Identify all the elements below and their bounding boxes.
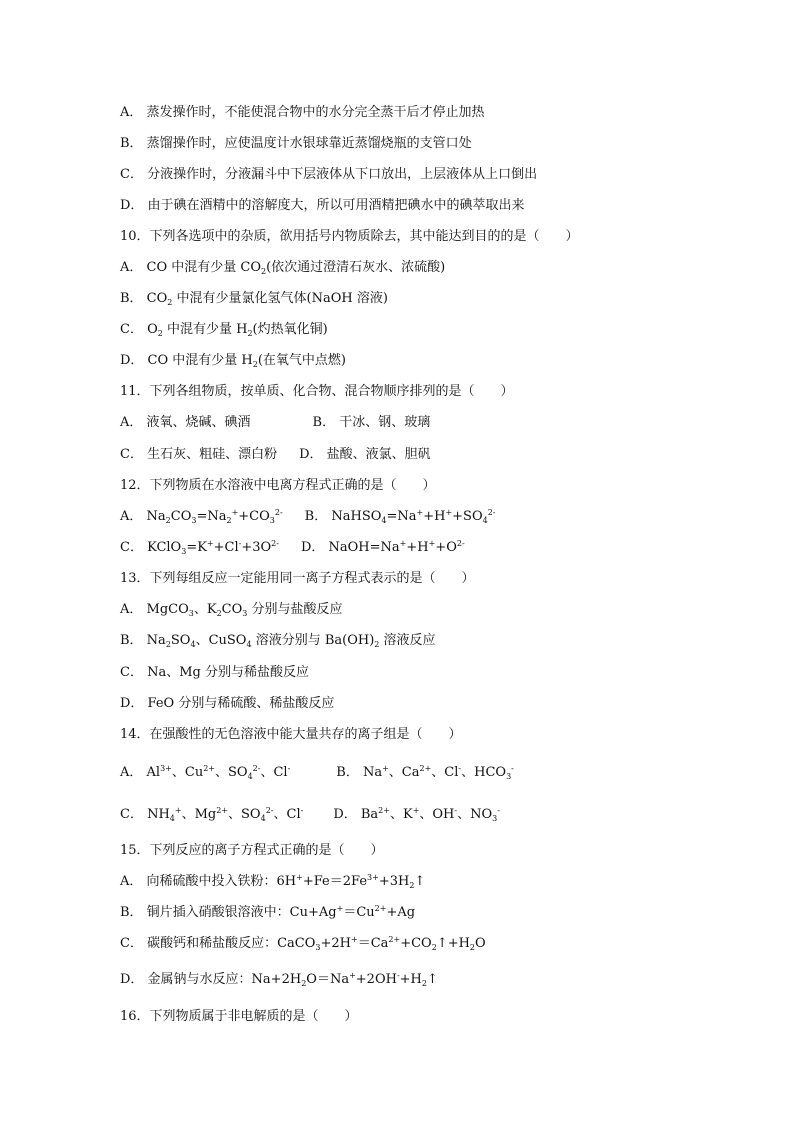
answer-option bbox=[120, 539, 465, 557]
subscript: 4 bbox=[190, 640, 196, 649]
answer-option bbox=[120, 971, 438, 989]
text-run: (在氧气中点燃) bbox=[257, 353, 347, 368]
text-run: 、Ca bbox=[388, 765, 420, 780]
answer-option bbox=[120, 935, 486, 953]
text-run: B． Na bbox=[336, 765, 383, 780]
subscript: 2 bbox=[216, 609, 222, 618]
text-run: ＝Cu bbox=[343, 905, 375, 920]
answer-option bbox=[120, 764, 514, 782]
answer-option bbox=[120, 873, 425, 891]
text-run: +CO bbox=[238, 509, 270, 524]
subscript: 4 bbox=[260, 814, 266, 823]
superscript: 2+ bbox=[374, 904, 387, 913]
subscript: 3 bbox=[191, 516, 197, 525]
answer-option bbox=[120, 104, 485, 122]
answer-option bbox=[120, 414, 430, 432]
superscript: + bbox=[296, 873, 303, 882]
subscript: 3 bbox=[242, 609, 248, 618]
text-run: A． 向稀硫酸中投入铁粉：6H bbox=[120, 874, 297, 889]
answer-option bbox=[120, 259, 445, 277]
text-run: B． Na bbox=[120, 633, 166, 648]
subscript: 2 bbox=[301, 979, 307, 988]
text-run: C． 碳酸钙和稀盐酸反应：CaCO bbox=[120, 936, 316, 951]
text-run: 、SO bbox=[215, 765, 248, 780]
text-run: D． FeO 分别与稀硫酸、稀盐酸反应 bbox=[120, 696, 335, 711]
superscript: 3+ bbox=[367, 873, 379, 882]
text-run: +Ag bbox=[386, 905, 416, 920]
text-run: +O bbox=[435, 540, 457, 555]
superscript: 2+ bbox=[419, 764, 432, 773]
superscript: + bbox=[416, 508, 424, 517]
text-run: (依次通过澄清石灰水、浓硫酸) bbox=[266, 260, 446, 275]
superscript: 2- bbox=[274, 508, 283, 517]
superscript: + bbox=[231, 508, 239, 517]
subscript: 4 bbox=[169, 814, 175, 823]
text-run: 16．下列物质属于非电解质的是（ ） bbox=[120, 1009, 358, 1024]
answer-option bbox=[120, 806, 500, 824]
text-run: D． 由于碘在酒精中的溶解度大，所以可用酒精把碘水中的碘萃取出来 bbox=[120, 198, 525, 213]
text-run: 12．下列物质在水溶液中电离方程式正确的是（ ） bbox=[120, 478, 436, 493]
text-run: 、OH bbox=[419, 807, 455, 822]
text-run: A． Na bbox=[120, 509, 166, 524]
superscript: 2- bbox=[487, 508, 496, 517]
superscript: 2- bbox=[265, 806, 274, 815]
answer-option bbox=[120, 632, 436, 650]
superscript: 2- bbox=[456, 539, 465, 548]
answer-option bbox=[120, 197, 525, 215]
text-run: +Fe＝2Fe bbox=[302, 874, 368, 889]
text-run: O bbox=[475, 936, 486, 951]
text-run: C． 分液操作时，分液漏斗中下层液体从下口放出，上层液体从上口倒出 bbox=[120, 167, 538, 182]
answer-option bbox=[120, 321, 328, 339]
text-run: CO bbox=[221, 602, 243, 617]
subscript: 2 bbox=[165, 640, 171, 649]
answer-option bbox=[120, 664, 309, 682]
text-run: A． Al bbox=[120, 765, 161, 780]
subscript: 3 bbox=[315, 943, 321, 952]
subscript: 2 bbox=[431, 943, 437, 952]
superscript: - bbox=[511, 764, 514, 773]
superscript: + bbox=[399, 539, 407, 548]
subscript: 3 bbox=[181, 547, 187, 556]
question-stem bbox=[120, 842, 384, 860]
text-run: B． 铜片插入硝酸银溶液中：Cu+Ag bbox=[120, 905, 337, 920]
question-stem bbox=[120, 228, 579, 246]
subscript: 2 bbox=[226, 516, 232, 525]
text-run: 、K bbox=[389, 807, 413, 822]
text-run: D． 盐酸、液氯、胆矾 bbox=[299, 447, 431, 462]
superscript: 2- bbox=[271, 539, 279, 548]
superscript: + bbox=[445, 508, 453, 517]
text-run: 中混有少量氯化氢气体(NaOH 溶液) bbox=[172, 291, 388, 306]
text-run: 、Cl bbox=[273, 807, 301, 822]
superscript: - bbox=[238, 539, 242, 548]
superscript: + bbox=[428, 539, 436, 548]
text-run: +3O bbox=[241, 540, 272, 555]
superscript: 2+ bbox=[378, 806, 390, 815]
text-run: =K bbox=[186, 540, 207, 555]
text-run: 溶液反应 bbox=[379, 633, 436, 648]
subscript: 2 bbox=[261, 267, 267, 276]
text-run: ↑+H bbox=[436, 936, 470, 951]
text-run: =Na bbox=[196, 509, 227, 524]
answer-option bbox=[120, 135, 472, 153]
subscript: 2 bbox=[421, 979, 427, 988]
text-run: (灼热氧化铜) bbox=[252, 322, 328, 337]
subscript: 2 bbox=[374, 640, 380, 649]
subscript: 3 bbox=[269, 516, 275, 525]
text-run: ↑ bbox=[414, 874, 426, 889]
text-run: +2H bbox=[320, 936, 351, 951]
text-run: 、K bbox=[193, 602, 217, 617]
subscript: 4 bbox=[482, 516, 488, 525]
text-run: +H bbox=[399, 972, 422, 987]
text-run: C． NH bbox=[120, 807, 170, 822]
text-run: =Na bbox=[386, 509, 417, 524]
text-run: O＝Na bbox=[306, 972, 350, 987]
text-run: CO bbox=[170, 509, 192, 524]
superscript: - bbox=[396, 971, 400, 980]
subscript: 2 bbox=[409, 881, 415, 890]
text-run: 13．下列每组反应一定能用同一离子方程式表示的是（ ） bbox=[120, 571, 475, 586]
text-run: 溶液分别与 Ba(OH) bbox=[251, 633, 375, 648]
text-run: 、NO bbox=[457, 807, 493, 822]
text-run: +Cl bbox=[213, 540, 239, 555]
superscript: - bbox=[454, 806, 458, 815]
subscript: 2 bbox=[469, 943, 476, 952]
text-run: 15．下列反应的离子方程式正确的是（ ） bbox=[120, 843, 384, 858]
text-run: +3H bbox=[378, 874, 410, 889]
superscript: + bbox=[351, 935, 358, 944]
text-run: A． CO 中混有少量 CO bbox=[120, 260, 261, 275]
subscript: 2 bbox=[167, 298, 173, 307]
text-run: D． NaOH=Na bbox=[300, 540, 400, 555]
superscript: + bbox=[412, 806, 420, 815]
text-run: ＝Ca bbox=[357, 936, 389, 951]
text-run: +SO bbox=[452, 509, 483, 524]
answer-option bbox=[120, 446, 431, 464]
text-run: A． 液氧、烧碱、碘酒 bbox=[120, 415, 251, 430]
subscript: 2 bbox=[157, 329, 163, 338]
text-run: 、Cl bbox=[260, 765, 288, 780]
question-stem bbox=[120, 570, 475, 588]
text-run: 11．下列各组物质，按单质、化合物、混合物顺序排列的是（ ） bbox=[120, 384, 514, 399]
superscript: + bbox=[206, 539, 214, 548]
question-stem bbox=[120, 383, 514, 401]
subscript: 3 bbox=[506, 772, 512, 781]
text-run: 14．在强酸性的无色溶液中能大量共存的离子组是（ ） bbox=[120, 727, 462, 742]
text-run: A． 蒸发操作时，不能使混合物中的水分完全蒸干后才停止加热 bbox=[120, 105, 485, 120]
superscript: 2+ bbox=[388, 935, 401, 944]
subscript: 4 bbox=[381, 516, 387, 525]
text-run: 、Cu bbox=[171, 765, 204, 780]
text-run: 分别与盐酸反应 bbox=[247, 602, 343, 617]
question-stem bbox=[120, 477, 436, 495]
text-run: B． 干冰、钢、玻璃 bbox=[312, 415, 431, 430]
superscript: - bbox=[458, 764, 462, 773]
subscript: 4 bbox=[247, 772, 253, 781]
text-run: B． 蒸馏操作时，应使温度计水银球靠近蒸馏烧瓶的支管口处 bbox=[120, 136, 472, 151]
text-run: D． CO 中混有少量 H bbox=[120, 353, 253, 368]
text-run: ↑ bbox=[426, 972, 438, 987]
text-run: D． Ba bbox=[333, 807, 379, 822]
superscript: + bbox=[336, 904, 344, 913]
superscript: 3+ bbox=[160, 764, 172, 773]
text-run: +2OH bbox=[355, 972, 397, 987]
text-run: B． NaHSO bbox=[304, 509, 382, 524]
text-run: +H bbox=[406, 540, 429, 555]
text-run: 、CuSO bbox=[195, 633, 247, 648]
subscript: 3 bbox=[188, 609, 194, 618]
text-run: 、Mg bbox=[181, 807, 217, 822]
subscript: 2 bbox=[252, 360, 258, 369]
superscript: + bbox=[174, 806, 182, 815]
text-run: 、SO bbox=[228, 807, 261, 822]
superscript: 2+ bbox=[216, 806, 229, 815]
answer-option bbox=[120, 352, 346, 370]
text-run: D． 金属钠与水反应：Na+2H bbox=[120, 972, 302, 987]
superscript: 2- bbox=[252, 764, 261, 773]
answer-option bbox=[120, 290, 388, 308]
text-run: A． MgCO bbox=[120, 602, 189, 617]
text-run: C． KClO bbox=[120, 540, 182, 555]
superscript: - bbox=[497, 806, 500, 815]
answer-option bbox=[120, 904, 415, 922]
answer-option bbox=[120, 508, 496, 526]
text-run: C． O bbox=[120, 322, 158, 337]
text-run: +H bbox=[423, 509, 446, 524]
text-run: B． CO bbox=[120, 291, 168, 306]
answer-option bbox=[120, 601, 343, 619]
answer-option bbox=[120, 695, 334, 713]
text-run: +CO bbox=[400, 936, 432, 951]
answer-option bbox=[120, 166, 537, 184]
superscript: 2+ bbox=[203, 764, 215, 773]
subscript: 2 bbox=[247, 329, 253, 338]
superscript: - bbox=[300, 806, 304, 815]
text-run: 中混有少量 H bbox=[162, 322, 248, 337]
text-run: C． Na、Mg 分别与稀盐酸反应 bbox=[120, 665, 309, 680]
text-run: 、Cl bbox=[431, 765, 459, 780]
superscript: - bbox=[287, 764, 291, 773]
question-stem bbox=[120, 726, 462, 744]
subscript: 2 bbox=[165, 516, 171, 525]
subscript: 4 bbox=[246, 640, 252, 649]
text-run: 、HCO bbox=[461, 765, 507, 780]
superscript: + bbox=[349, 971, 356, 980]
text-run: SO bbox=[170, 633, 191, 648]
text-run: 10．下列各选项中的杂质，欲用括号内物质除去，其中能达到目的的是（ ） bbox=[120, 229, 579, 244]
subscript: 3 bbox=[492, 814, 498, 823]
superscript: + bbox=[382, 764, 389, 773]
question-stem bbox=[120, 1008, 358, 1026]
text-run: C． 生石灰、粗硅、漂白粉 bbox=[120, 447, 278, 462]
